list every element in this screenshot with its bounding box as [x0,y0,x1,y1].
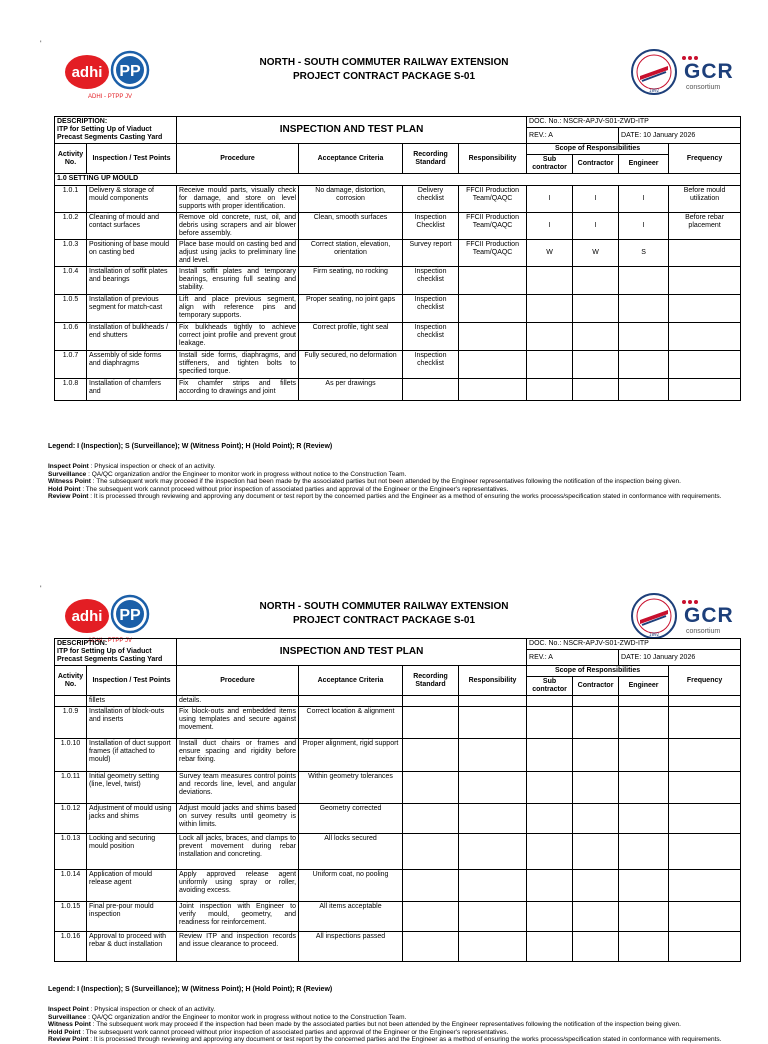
col-procedure: Procedure [177,666,299,696]
col-activity-no: Activity No. [55,666,87,696]
definition-text: : QA/QC organization and/or the Engineer to monitor work in progress without notice to the Construction Team. [88,1013,407,1021]
empty-cell [527,932,573,962]
empty-cell [573,772,619,804]
empty-cell [573,804,619,834]
inspection-point: Installation of duct support frames (if attached to mould) [87,739,177,772]
definition-item [48,1036,728,1044]
empty-cell [573,870,619,902]
empty-cell [459,834,527,870]
table-row [55,351,741,379]
empty-cell [669,739,741,772]
svg-text:1892: 1892 [648,632,660,637]
col-engineer: Engineer [619,677,669,696]
inspection-point: Installation of block-outs and inserts [87,707,177,739]
procedure: Survey team measures control points and records line, level, and angular deviations. [177,772,299,804]
col-recording: Recording Standard [403,666,459,696]
continuation-point: fillets [87,696,177,707]
definition-item [48,486,728,494]
definition-term: Review Point [48,493,89,500]
definition-term: Inspect Point [48,463,89,470]
col-inspection-points: Inspection / Test Points [87,144,177,174]
itp-title: INSPECTION AND TEST PLAN [177,117,527,144]
page-header [0,44,768,104]
itp-title: INSPECTION AND TEST PLAN [177,639,527,666]
col-scope: Scope of Responsibilities [527,144,669,155]
col-acceptance: Acceptance Criteria [299,144,403,174]
empty-cell [403,870,459,902]
acceptance-criteria: Fully secured, no deformation [299,351,403,379]
col-responsibility: Responsibility [459,666,527,696]
adhi-pp-logo [60,50,160,104]
procedure: Adjust mould jacks and shims based on survey results until geometry is within limits. [177,804,299,834]
table-row [55,323,741,351]
contractor-scope [573,323,619,351]
empty-cell [459,932,527,962]
empty-cell [527,772,573,804]
col-contractor: Contractor [573,155,619,174]
sub-contractor-scope [527,267,573,295]
continuation-row [55,696,741,707]
activity-no: 1.0.7 [55,351,87,379]
acceptance-criteria: As per drawings [299,379,403,401]
definition-item [48,1029,728,1037]
empty-cell [459,707,527,739]
project-title-line2: PROJECT CONTRACT PACKAGE S-01 [292,71,476,82]
table-row [55,240,741,267]
empty-cell [619,902,669,932]
col-contractor: Contractor [573,677,619,696]
activity-no: 1.0.9 [55,707,87,739]
recording-standard: Inspection checklist [403,267,459,295]
acceptance-criteria: All locks secured [299,834,403,870]
responsibility: FFCII Production Team/QAQC [459,186,527,213]
definition-item [48,463,728,471]
empty-cell [619,707,669,739]
sub-contractor-scope: W [527,240,573,267]
acceptance-criteria: All items acceptable [299,902,403,932]
empty-cell [403,804,459,834]
acceptance-criteria: Clean, smooth surfaces [299,213,403,240]
empty-cell [459,902,527,932]
empty-cell [669,707,741,739]
definition-term: Surveillance [48,1013,87,1021]
inspection-point: Application of mould release agent [87,870,177,902]
inspection-point: Installation of chamfers and [87,379,177,401]
empty-cell [619,739,669,772]
frequency: Before mould utilization [669,186,741,213]
engineer-scope [619,295,669,323]
definition-term: Witness Point [48,1021,91,1028]
definition-text: : The subsequent work may proceed if the inspection had been made by the associated parties but not been attended by the Engineer representatives following the notification of the inspection being given. [92,1021,681,1028]
empty-cell [527,707,573,739]
procedure: Install soffit plates and temporary bearings, ensuring full seating and stability. [177,267,299,295]
table-row [55,707,741,739]
contractor-scope [573,267,619,295]
frequency [669,240,741,267]
procedure: Lift and place previous segment, align with reference pins and temporary supports. [177,295,299,323]
page-mark: ' [40,40,42,47]
table-row [55,213,741,240]
activity-no: 1.0.4 [55,267,87,295]
empty-cell [527,804,573,834]
procedure: Install duct chairs or frames and ensure spacing and rigidity before rebar fixing. [177,739,299,772]
definition-text: : The subsequent work cannot proceed without prior inspection of associated parties and approval of the Engineer or the Engineer's representatives. [82,485,509,493]
definitions [48,463,728,501]
description-cell [55,639,177,666]
definition-item [48,493,728,501]
description-label: DESCRIPTION: [57,640,108,647]
continuation-procedure: details. [177,696,299,707]
sub-contractor-scope: I [527,213,573,240]
frequency [669,351,741,379]
col-frequency: Frequency [669,144,741,174]
itp-table [54,638,741,962]
col-scope: Scope of Responsibilities [527,666,669,677]
col-recording: Recording Standard [403,144,459,174]
procedure: Review ITP and inspection records and issue clearance to proceed. [177,932,299,962]
responsibility [459,267,527,295]
activity-no: 1.0.14 [55,870,87,902]
definition-text: : It is processed through reviewing and approving any document or test report by the concerned parties and the Engineer as a method of ensuring the works process/specification stated in conformance with requirements. [90,493,722,500]
date: DATE: 10 January 2026 [619,650,741,666]
recording-standard: Delivery checklist [403,186,459,213]
acceptance-criteria: No damage, distortion, corrosion [299,186,403,213]
section-heading: 1.0 SETTING UP MOULD [55,174,741,186]
engineer-scope: I [619,186,669,213]
inspection-point: Assembly of side forms and diaphragms [87,351,177,379]
col-acceptance: Acceptance Criteria [299,666,403,696]
definition-term: Hold Point [48,1028,81,1036]
empty-cell [459,739,527,772]
activity-no: 1.0.13 [55,834,87,870]
empty-cell [403,739,459,772]
empty-cell [669,804,741,834]
definition-item [48,1014,728,1022]
definition-term: Hold Point [48,485,81,493]
activity-no: 1.0.8 [55,379,87,401]
contractor-scope: I [573,186,619,213]
svg-text:ADHI - PTPP JV: ADHI - PTPP JV [88,638,132,644]
col-sub: Sub contractor [527,677,573,696]
description-text: ITP for Setting Up of Viaduct Precast Segments Casting Yard [57,126,163,141]
recording-standard: Inspection checklist [403,351,459,379]
empty-cell [669,772,741,804]
activity-no: 1.0.16 [55,932,87,962]
date: DATE: 10 January 2026 [619,128,741,144]
activity-no: 1.0.11 [55,772,87,804]
activity-no: 1.0.15 [55,902,87,932]
definition-item [48,471,728,479]
empty-cell [573,707,619,739]
gcr-text: GCR [684,60,734,83]
table-row [55,186,741,213]
empty-cell [669,902,741,932]
table-row [55,804,741,834]
engineer-scope [619,351,669,379]
sub-contractor-scope [527,323,573,351]
svg-text:ADHI - PTPP JV: ADHI - PTPP JV [88,94,132,100]
definition-text: : The subsequent work cannot proceed without prior inspection of associated parties and approval of the Engineer or the Engineer's representatives. [82,1028,509,1036]
gcr-consortium-logo [680,54,740,94]
svg-text:1892: 1892 [648,88,660,93]
definition-text: : Physical inspection or check of an activity. [90,1006,216,1013]
definition-term: Review Point [48,1036,89,1043]
procedure: Receive mould parts, visually check for damage, and store on level supports with proper identification. [177,186,299,213]
sub-contractor-scope [527,351,573,379]
frequency [669,267,741,295]
svg-text:adhi: adhi [71,608,103,625]
procedure: Install side forms, diaphragms, and stiffeners, and tighten bolts to specified torque. [177,351,299,379]
procedure: Joint inspection with Engineer to verify mould, geometry, and readiness for reinforcement. [177,902,299,932]
empty-cell [619,834,669,870]
activity-no: 1.0.10 [55,739,87,772]
definition-item [48,478,728,486]
doc-number: DOC. No.: NSCR-APJV-S01-ZWD-ITP [527,117,741,128]
document-page-1 [0,0,768,512]
railway-seal-logo [630,48,678,96]
inspection-point: Installation of soffit plates and bearings [87,267,177,295]
recording-standard [403,379,459,401]
col-responsibility: Responsibility [459,144,527,174]
definitions [48,1006,728,1044]
acceptance-criteria: Uniform coat, no pooling [299,870,403,902]
empty-cell [459,804,527,834]
legend: Legend: I (Inspection); S (Surveillance); W (Witness Point); H (Hold Point); R (Review) [48,443,333,450]
activity-no: 1.0.12 [55,804,87,834]
responsibility [459,351,527,379]
inspection-point: Locking and securing mould position [87,834,177,870]
empty-cell [573,834,619,870]
project-title-line1: NORTH - SOUTH COMMUTER RAILWAY EXTENSION [259,601,509,612]
definition-term: Witness Point [48,478,91,485]
sub-contractor-scope [527,379,573,401]
definition-term: Inspect Point [48,1006,89,1013]
description-label: DESCRIPTION: [57,118,108,125]
activity-no: 1.0.2 [55,213,87,240]
activity-no: 1.0.6 [55,323,87,351]
inspection-point: Initial geometry setting (line, level, twist) [87,772,177,804]
empty-cell [403,707,459,739]
definition-term: Surveillance [48,470,87,478]
recording-standard: Inspection checklist [403,295,459,323]
gcr-sub: consortium [686,628,721,635]
description-text: ITP for Setting Up of Viaduct Precast Segments Casting Yard [57,648,163,663]
doc-number: DOC. No.: NSCR-APJV-S01-ZWD-ITP [527,639,741,650]
definition-text: : The subsequent work may proceed if the inspection had been made by the associated parties but not been attended by the Engineer representatives following the notification of the inspection being given. [92,478,681,485]
empty-cell [619,804,669,834]
contractor-scope [573,295,619,323]
contractor-scope: W [573,240,619,267]
acceptance-criteria: Firm seating, no rocking [299,267,403,295]
description-cell [55,117,177,144]
document-page-2 [0,575,768,1043]
continuation-no [55,696,87,707]
table-row [55,379,741,401]
empty-cell [573,902,619,932]
empty-cell [669,870,741,902]
sub-contractor-scope [527,295,573,323]
empty-cell [669,834,741,870]
acceptance-criteria: Correct profile, tight seal [299,323,403,351]
responsibility: FFCII Production Team/QAQC [459,213,527,240]
contractor-scope [573,379,619,401]
table-row [55,739,741,772]
activity-no: 1.0.1 [55,186,87,213]
empty-cell [403,902,459,932]
inspection-point: Delivery & storage of mould components [87,186,177,213]
acceptance-criteria: Proper alignment, rigid support [299,739,403,772]
acceptance-criteria: Correct location & alignment [299,707,403,739]
inspection-point: Positioning of base mould on casting bed [87,240,177,267]
itp-table [54,116,741,401]
empty-cell [619,870,669,902]
empty-cell [459,772,527,804]
svg-text:adhi: adhi [71,64,103,81]
inspection-point: Cleaning of mould and contact surfaces [87,213,177,240]
gcr-sub: consortium [686,84,721,91]
responsibility [459,295,527,323]
recording-standard: Inspection Checklist [403,213,459,240]
empty-cell [669,932,741,962]
frequency: Before rebar placement [669,213,741,240]
acceptance-criteria: Correct station, elevation, orientation [299,240,403,267]
col-frequency: Frequency [669,666,741,696]
col-engineer: Engineer [619,155,669,174]
procedure: Fix chamfer strips and fillets according to drawings and joint [177,379,299,401]
recording-standard: Survey report [403,240,459,267]
acceptance-criteria: Geometry corrected [299,804,403,834]
table-row [55,902,741,932]
col-procedure: Procedure [177,144,299,174]
empty-cell [619,932,669,962]
inspection-point: Approval to proceed with rebar & duct installation [87,932,177,962]
legend: Legend: I (Inspection); S (Surveillance); W (Witness Point); H (Hold Point); R (Review) [48,986,333,993]
acceptance-criteria: Within geometry tolerances [299,772,403,804]
table-row [55,932,741,962]
definition-text: : QA/QC organization and/or the Engineer to monitor work in progress without notice to the Construction Team. [88,470,407,478]
responsibility [459,379,527,401]
table-row [55,870,741,902]
inspection-point: Installation of previous segment for match-cast [87,295,177,323]
table-row [55,295,741,323]
empty-cell [573,932,619,962]
col-sub: Sub contractor [527,155,573,174]
responsibility: FFCII Production Team/QAQC [459,240,527,267]
revision: REV.: A [527,650,619,666]
railway-seal-logo [630,592,678,640]
procedure: Fix bulkheads tightly to achieve correct joint profile and prevent grout leakage. [177,323,299,351]
revision: REV.: A [527,128,619,144]
svg-text:PP: PP [119,63,141,80]
acceptance-criteria: All inspections passed [299,932,403,962]
empty-cell [527,870,573,902]
inspection-point: Installation of bulkheads / end shutters [87,323,177,351]
empty-cell [527,902,573,932]
definition-text: : Physical inspection or check of an activity. [90,463,216,470]
definition-text: : It is processed through reviewing and approving any document or test report by the concerned parties and the Engineer as a method of ensuring the works process/specification stated in conformance with requirements. [90,1036,722,1043]
col-inspection-points: Inspection / Test Points [87,666,177,696]
engineer-scope [619,379,669,401]
definition-item [48,1006,728,1014]
procedure: Remove old concrete, rust, oil, and debris using scrapers and air blower before assembly. [177,213,299,240]
project-title-line2: PROJECT CONTRACT PACKAGE S-01 [292,615,476,626]
frequency [669,323,741,351]
acceptance-criteria: Proper seating, no joint gaps [299,295,403,323]
engineer-scope: I [619,213,669,240]
inspection-point: Final pre-pour mould inspection [87,902,177,932]
svg-text:PP: PP [119,607,141,624]
project-title [200,56,568,84]
empty-cell [403,932,459,962]
empty-cell [619,772,669,804]
frequency [669,295,741,323]
responsibility [459,323,527,351]
table-row [55,772,741,804]
procedure: Apply approved release agent uniformly using spray or roller, avoiding excess. [177,870,299,902]
page-mark: ' [40,585,42,592]
empty-cell [527,834,573,870]
empty-cell [459,870,527,902]
project-title-line1: NORTH - SOUTH COMMUTER RAILWAY EXTENSION [259,57,509,68]
activity-no: 1.0.5 [55,295,87,323]
recording-standard: Inspection checklist [403,323,459,351]
empty-cell [403,834,459,870]
sub-contractor-scope: I [527,186,573,213]
engineer-scope [619,323,669,351]
table-row [55,267,741,295]
engineer-scope: S [619,240,669,267]
procedure: Fix block-outs and embedded items using templates and secure against movement. [177,707,299,739]
empty-cell [573,739,619,772]
table-row [55,834,741,870]
procedure: Place base mould on casting bed and adjust using jacks to preliminary line and level. [177,240,299,267]
definition-item [48,1021,728,1029]
empty-cell [403,772,459,804]
frequency [669,379,741,401]
project-title [200,600,568,628]
inspection-point: Adjustment of mould using jacks and shims [87,804,177,834]
gcr-consortium-logo [680,598,740,638]
procedure: Lock all jacks, braces, and clamps to prevent movement during rebar installation and concreting. [177,834,299,870]
empty-cell [527,739,573,772]
contractor-scope [573,351,619,379]
engineer-scope [619,267,669,295]
activity-no: 1.0.3 [55,240,87,267]
col-activity-no: Activity No. [55,144,87,174]
contractor-scope: I [573,213,619,240]
gcr-text: GCR [684,604,734,627]
